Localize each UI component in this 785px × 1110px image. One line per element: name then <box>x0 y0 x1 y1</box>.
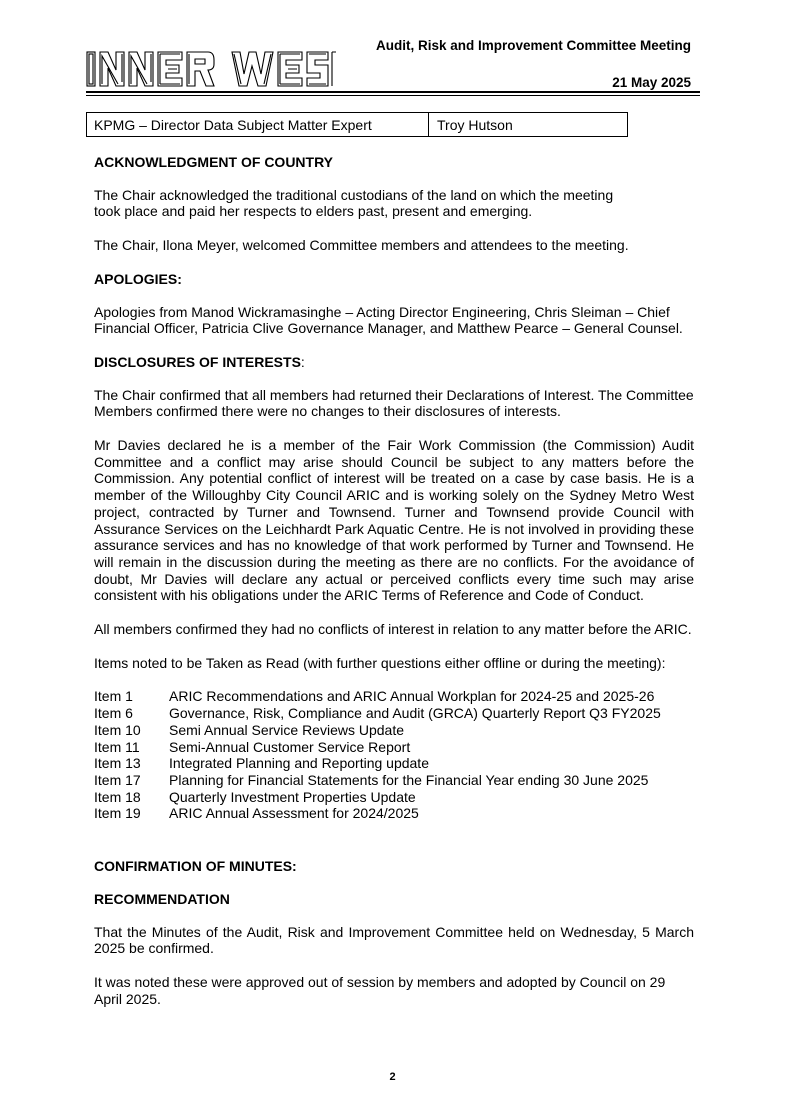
item-title: Semi Annual Service Reviews Update <box>169 721 405 738</box>
item-title: Quarterly Investment Properties Update <box>169 788 416 805</box>
apologies-paragraph: Apologies from Manod Wickramasinghe – Acting Director Engineering, Chris Sleiman – Chief Financial Officer, Patricia Clive Governance Manager, and Matthew Pearce – General Counsel. <box>94 303 683 337</box>
list-item <box>94 772 694 789</box>
recommendation-paragraph: That the Minutes of the Audit, Risk and Improvement Committee held on Wednesday, 5 March 2025 be confirmed. <box>94 923 694 957</box>
item-number: Item 11 <box>94 738 140 755</box>
list-item <box>94 705 694 722</box>
recommendation-heading: RECOMMENDATION <box>94 890 230 907</box>
attendee-name: Troy Hutson <box>437 117 513 133</box>
header-rule <box>86 91 700 93</box>
welcome-paragraph: The Chair, Ilona Meyer, welcomed Committee members and attendees to the meeting. <box>94 237 629 254</box>
list-item <box>94 755 694 772</box>
item-number: Item 10 <box>94 721 141 738</box>
disclosures-heading <box>94 354 694 371</box>
item-title: Planning for Financial Statements for the Financial Year ending 30 June 2025 <box>169 771 649 788</box>
item-title: Integrated Planning and Reporting update <box>169 755 429 772</box>
acknowledgment-heading: ACKNOWLEDGMENT OF COUNTRY <box>94 154 334 170</box>
item-title: Semi-Annual Customer Service Report <box>169 738 411 755</box>
item-number: Item 19 <box>94 805 141 822</box>
taken-as-read-intro: Items noted to be Taken as Read (with further questions either offline or during the meeting): <box>94 654 666 671</box>
item-number: Item 1 <box>94 688 133 705</box>
item-number: Item 13 <box>94 755 141 772</box>
item-title: ARIC Annual Assessment for 2024/2025 <box>169 805 419 822</box>
list-item <box>94 739 694 756</box>
list-item <box>94 805 694 822</box>
declarations-paragraph: The Chair confirmed that all members had returned their Declarations of Interest. The Committee Members confirmed there were no changes to their disclosures of interests. <box>94 386 694 420</box>
no-conflicts-paragraph: All members confirmed they had no conflicts of interest in relation to any matter before the ARIC. <box>94 621 692 638</box>
item-title: ARIC Recommendations and ARIC Annual Workplan for 2024-25 and 2025-26 <box>169 688 655 705</box>
list-item <box>94 789 694 806</box>
meeting-date: 21 May 2025 <box>612 75 691 90</box>
list-item <box>94 688 694 705</box>
apologies-heading: APOLOGIES: <box>94 270 182 287</box>
item-number: Item 6 <box>94 705 133 722</box>
item-number: Item 17 <box>94 771 141 788</box>
acknowledgment-paragraph: The Chair acknowledged the traditional custodians of the land on which the meeting took place and paid her respects to elders past, present and emerging. <box>94 186 614 220</box>
davies-declaration-paragraph: Mr Davies declared he is a member of the Fair Work Commission (the Commission) Audit Committee and a conflict may arise should Council be subject to any matters before the Commission. Any potential conflict of interest will be treated on a case by case basis. He is a member of the Willoughby City Council ARIC and is working solely on the Sydney Metro West project, contracted by Turner and Townsend. Turner and Townsend provide Council with Assurance Services on the Leichhardt Park Aquatic Centre. He is not involved in providing these assurance services and has no knowledge of that work performed by Turner and Townsend. He will remain in the discussion during the meeting as there are no conflicts. For the avoidance of doubt, Mr Davies will declare any actual or perceived conflicts every time such may arise consistent with his obligations under the ARIC Terms of Reference and Code of Conduct. <box>94 437 694 604</box>
inner-west-logo <box>86 50 336 88</box>
header-rule-thin <box>86 95 700 96</box>
item-number: Item 18 <box>94 788 141 805</box>
attendee-table <box>86 112 628 137</box>
attendee-role: KPMG – Director Data Subject Matter Expert <box>87 113 429 136</box>
approval-paragraph: It was noted these were approved out of session by members and adopted by Council on 29 April 2025. <box>94 973 666 1007</box>
disclosures-heading-colon: : <box>300 353 305 370</box>
page-number: 2 <box>389 1071 396 1083</box>
minutes-body <box>94 154 694 1024</box>
list-item <box>94 722 694 739</box>
items-list <box>94 688 694 822</box>
disclosures-heading-text: DISCLOSURES OF INTERESTS <box>94 353 301 370</box>
meeting-title: Audit, Risk and Improvement Committee Meeting <box>375 38 691 53</box>
confirmation-heading: CONFIRMATION OF MINUTES: <box>94 858 297 875</box>
item-title: Governance, Risk, Compliance and Audit (GRCA) Quarterly Report Q3 FY2025 <box>169 705 661 722</box>
